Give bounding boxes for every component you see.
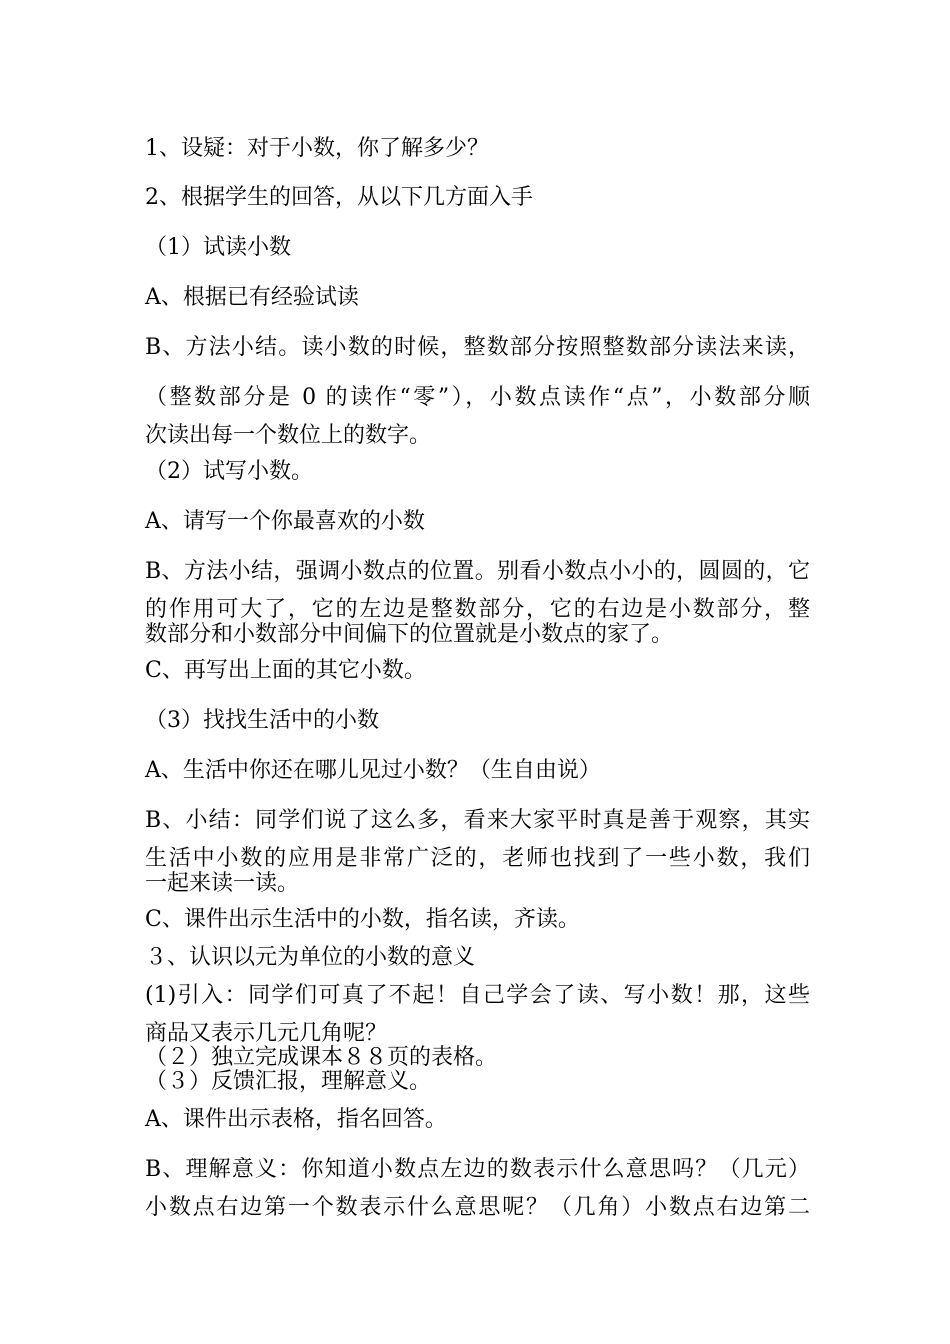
- text-line: 小数点右边第一个数表示什么意思呢？（几角）小数点右边第二: [145, 1195, 810, 1220]
- text-line: 的作用可大了，它的左边是整数部分，它的右边是小数部分，整: [145, 597, 810, 622]
- text-line: B、方法小结。读小数的时候，整数部分按照整数部分读法来读，: [145, 335, 810, 360]
- text-line: (1)引入：同学们可真了不起！自己学会了读、写小数！那，这些: [145, 983, 810, 1008]
- text-line: B、理解意义：你知道小数点左边的数表示什么意思吗？（几元）: [145, 1157, 810, 1182]
- text-line: B、小结：同学们说了这么多，看来大家平时真是善于观察，其实: [145, 808, 810, 833]
- text-line: （3）找找生活中的小数: [145, 708, 379, 733]
- text-line: （２）独立完成课本８８页的表格。: [145, 1045, 498, 1070]
- text-line: B、方法小结，强调小数点的位置。别看小数点小小的，圆圆的，它: [145, 559, 810, 584]
- text-line: A、生活中你还在哪儿见过小数？（生自由说）: [145, 758, 601, 783]
- text-line: A、课件出示表格，指名回答。: [145, 1107, 447, 1132]
- text-line: （2）试写小数。: [145, 459, 313, 484]
- text-line: （３）反馈汇报，理解意义。: [145, 1069, 432, 1094]
- text-line: 商品又表示几元几角呢？: [145, 1021, 388, 1046]
- text-line: （1）试读小数: [145, 235, 291, 260]
- text-line: A、根据已有经验试读: [145, 285, 359, 310]
- text-line: ３、认识以元为单位的小数的意义: [145, 945, 476, 970]
- text-line: 次读出每一个数位上的数字。: [145, 423, 432, 448]
- text-line: 一起来读一读。: [145, 871, 300, 896]
- text-line: A、请写一个你最喜欢的小数: [145, 509, 425, 534]
- text-line: C、课件出示生活中的小数，指名读，齐读。: [145, 907, 580, 932]
- text-line: C、再写出上面的其它小数。: [145, 658, 426, 683]
- text-line: （整数部分是 0 的读作“零”），小数点读作“点”，小数部分顺: [145, 385, 810, 410]
- text-line: 生活中小数的应用是非常广泛的，老师也找到了一些小数，我们: [145, 846, 810, 871]
- text-line: 1、设疑：对于小数，你了解多少？: [145, 136, 489, 161]
- text-line: 数部分和小数部分中间偏下的位置就是小数点的家了。: [145, 622, 674, 647]
- text-line: 2、根据学生的回答，从以下几方面入手: [145, 185, 533, 210]
